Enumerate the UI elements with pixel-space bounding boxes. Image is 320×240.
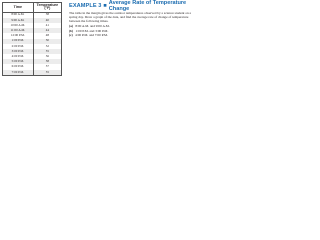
time-cell: 10:00 A.M. — [10, 22, 26, 27]
temperature-cell: 58 — [33, 59, 61, 64]
part-a-text: 8:00 A.M. and 9:00 A.M. — [75, 24, 110, 29]
example-title: Average Rate of Temperature Change — [108, 0, 187, 12]
temperature-cell: 57 — [33, 64, 61, 69]
temperature-table — [2, 2, 62, 76]
part-a-label: (a) — [69, 24, 73, 29]
column-header-temperature: Temperature (°F) — [33, 3, 61, 12]
column-header-time: Time — [3, 3, 33, 12]
parts-row-3 — [69, 33, 198, 37]
temperature-cell: 55 — [33, 49, 61, 54]
temperature-cell: 48 — [33, 33, 61, 38]
time-cell: 7:00 P.M. — [3, 70, 33, 75]
temperature-cell: 55 — [33, 70, 61, 75]
time-cell: 9:00 A.M. — [3, 18, 33, 23]
temperature-data-table — [3, 3, 61, 75]
time-cell: 4:00 P.M. — [11, 53, 24, 58]
table-row — [3, 70, 61, 75]
part-b-text: 1:00 P.M. and 3:00 P.M. — [75, 28, 109, 33]
temperature-cell: 44 — [33, 28, 61, 33]
temperature-cell: 38 — [33, 12, 61, 18]
temperature-cell: 40 — [33, 18, 61, 23]
table-header-row — [3, 3, 61, 12]
temperature-cell: 56 — [33, 54, 61, 59]
part-c — [69, 33, 129, 37]
part-c-label: (c) — [69, 33, 73, 38]
example-body-text: The table in the margin gives the outdoor temperatures observed by a science student on a spring day. Draw a graph of the data, and find the average rate of change of temperature between the following times. — [69, 11, 192, 24]
example-parts — [69, 24, 198, 37]
example-header — [69, 2, 198, 10]
part-c-text: 4:00 P.M. and 7:00 P.M. — [75, 33, 108, 38]
example-section — [69, 2, 198, 38]
part-b-label: (b) — [69, 28, 74, 33]
time-cell: 2:00 P.M. — [11, 43, 24, 48]
time-cell: 6:00 P.M. — [11, 64, 24, 69]
time-cell: 8:00 A.M. — [11, 12, 25, 17]
time-cell: 1:00 P.M. — [3, 39, 33, 44]
time-cell: 11:00 A.M. — [3, 28, 33, 33]
time-cell: 12:00 P.M. — [10, 33, 25, 38]
example-label: EXAMPLE — [69, 3, 97, 9]
temperature-cell: 50 — [33, 39, 61, 44]
temperature-cell: 41 — [33, 23, 61, 28]
table-body — [3, 12, 61, 75]
temperature-cell: 52 — [33, 44, 61, 49]
time-cell: 5:00 P.M. — [3, 59, 33, 64]
example-number: 3 — [98, 3, 102, 9]
square-bullet-icon: ■ — [103, 3, 107, 9]
time-cell: 3:00 P.M. — [3, 49, 33, 54]
